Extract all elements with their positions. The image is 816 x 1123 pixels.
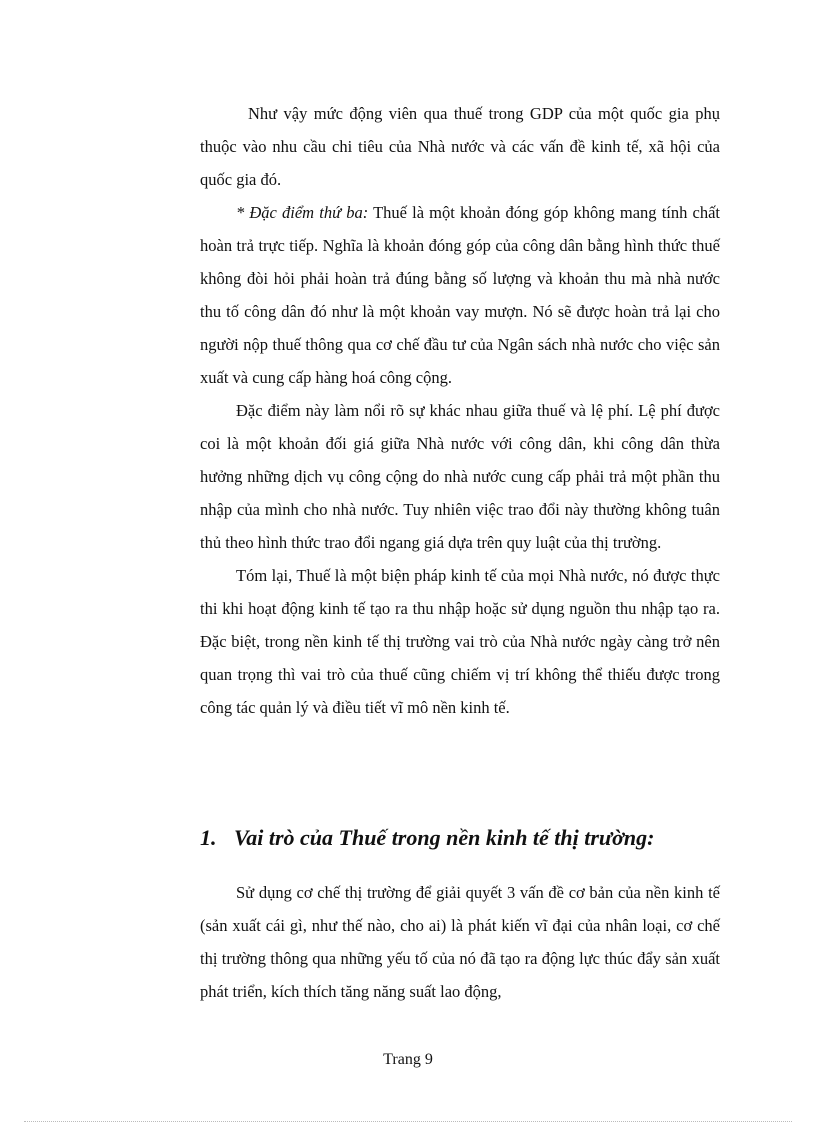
paragraph-market-mechanism: Sử dụng cơ chế thị trường để giải quyết 3 vấn đề cơ bản của nền kinh tế (sản xuất cái gì, như thế nào, cho ai) là phát kiến vĩ đại của nhân loại, cơ chế thị trường thông qua những yếu tố của nó đã tạo ra động lực thúc đẩy sản xuất phát triển, kích thích tăng năng suất lao động, [200, 883, 720, 1001]
third-feature-text: Thuế là một khoản đóng góp không mang tính chất hoàn trả trực tiếp. Nghĩa là khoản đóng góp của công dân bằng hình thức thuế không đòi hỏi phải hoàn trả đúng bằng số lượng và khoản thu mà nhà nước thu tố công dân đó như là một khoản vay mượn. Nó sẽ được hoàn trả lại cho người nộp thuế thông qua cơ chế đầu tư của Ngân sách nhà nước cho việc sản xuất và cung cấp hàng hoá công cộng. [200, 203, 720, 387]
paragraph-summary: Tóm lại, Thuế là một biện pháp kinh tế của mọi Nhà nước, nó được thực thi khi hoạt động kinh tế tạo ra thu nhập hoặc sử dụng nguồn thu nhập tạo ra. Đặc biệt, trong nền kinh tế thị trường vai trò của Nhà nước ngày càng trở nên quan trọng thì vai trò của thuế cũng chiếm vị trí không thể thiếu được trong công tác quản lý và điều tiết vĩ mô nền kinh tế. [200, 566, 720, 717]
section-heading [200, 818, 720, 858]
body-text-block-bottom [200, 876, 720, 1008]
paragraph-third-feature [200, 196, 720, 394]
section-title: Vai trò của Thuế trong nền kinh tế thị trường: [234, 825, 655, 850]
third-feature-label: * Đặc điểm thứ ba: [236, 203, 369, 222]
paragraph-gdp-mobilization: Như vậy mức động viên qua thuế trong GDP của một quốc gia phụ thuộc vào nhu cầu chi tiêu của Nhà nước và các vấn đề kinh tế, xã hội của quốc gia đó. [200, 104, 720, 189]
footer-divider [24, 1121, 792, 1122]
paragraph-tax-vs-fee: Đặc điểm này làm nổi rõ sự khác nhau giữa thuế và lệ phí. Lệ phí được coi là một khoản đối giá giữa Nhà nước với công dân, khi công dân thừa hưởng những dịch vụ công cộng do nhà nước cung cấp phải trả một phần thu nhập của mình cho nhà nước. Tuy nhiên việc trao đổi này thường không tuân thủ theo hình thức trao đổi ngang giá dựa trên quy luật của thị trường. [200, 401, 720, 552]
page-number: Trang 9 [383, 1051, 433, 1068]
section-number: 1. [200, 825, 217, 850]
body-text-block-top [200, 97, 720, 724]
